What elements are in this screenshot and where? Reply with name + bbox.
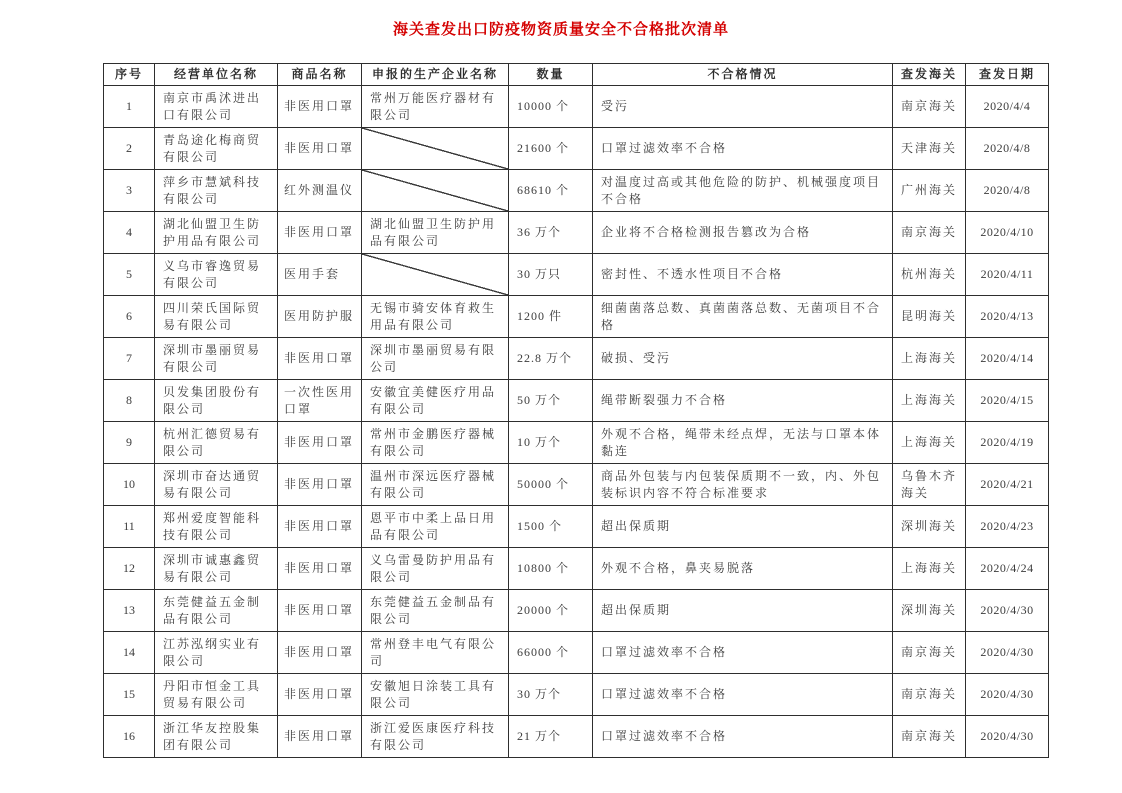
cell-issue: 受污: [593, 86, 893, 128]
cell-customs: 南京海关: [893, 716, 966, 758]
cell-quantity: 50 万个: [509, 380, 593, 422]
cell-company: 湖北仙盟卫生防护用品有限公司: [155, 212, 278, 254]
cell-manufacturer: 湖北仙盟卫生防护用品有限公司: [362, 212, 509, 254]
cell-issue: 口罩过滤效率不合格: [593, 128, 893, 170]
header-date: 查发日期: [966, 64, 1049, 86]
cell-quantity: 36 万个: [509, 212, 593, 254]
cell-manufacturer: 常州登丰电气有限公司: [362, 632, 509, 674]
cell-customs: 南京海关: [893, 86, 966, 128]
cell-quantity: 66000 个: [509, 632, 593, 674]
cell-customs: 南京海关: [893, 632, 966, 674]
cell-customs: 乌鲁木齐海关: [893, 464, 966, 506]
cell-issue: 外观不合格，鼻夹易脱落: [593, 548, 893, 590]
table-row: [104, 632, 1049, 674]
cell-customs: 南京海关: [893, 212, 966, 254]
cell-company: 丹阳市恒金工具贸易有限公司: [155, 674, 278, 716]
cell-quantity: 21600 个: [509, 128, 593, 170]
table-row: [104, 338, 1049, 380]
cell-customs: 上海海关: [893, 338, 966, 380]
cell-product: 非医用口罩: [278, 674, 362, 716]
cell-issue: 超出保质期: [593, 590, 893, 632]
cell-product: 一次性医用口罩: [278, 380, 362, 422]
header-row: [104, 64, 1049, 86]
cell-issue: 对温度过高或其他危险的防护、机械强度项目不合格: [593, 170, 893, 212]
cell-company: 深圳市诚惠鑫贸易有限公司: [155, 548, 278, 590]
table-body: [104, 86, 1049, 758]
cell-customs: 杭州海关: [893, 254, 966, 296]
diagonal-slash: [362, 254, 508, 295]
cell-date: 2020/4/19: [966, 422, 1049, 464]
cell-product: 非医用口罩: [278, 632, 362, 674]
cell-company: 浙江华友控股集团有限公司: [155, 716, 278, 758]
table-row: [104, 380, 1049, 422]
cell-issue: 企业将不合格检测报告篡改为合格: [593, 212, 893, 254]
cell-customs: 上海海关: [893, 380, 966, 422]
cell-manufacturer: 温州市深远医疗器械有限公司: [362, 464, 509, 506]
page-title: 海关查发出口防疫物资质量安全不合格批次清单: [392, 22, 729, 38]
cell-serial: 16: [104, 716, 155, 758]
cell-manufacturer: [362, 128, 509, 170]
cell-date: 2020/4/30: [966, 716, 1049, 758]
cell-product: 非医用口罩: [278, 422, 362, 464]
table-row: [104, 86, 1049, 128]
cell-serial: 6: [104, 296, 155, 338]
table-row: [104, 716, 1049, 758]
header-company: 经营单位名称: [155, 64, 278, 86]
cell-product: 非医用口罩: [278, 716, 362, 758]
cell-issue: 口罩过滤效率不合格: [593, 632, 893, 674]
cell-date: 2020/4/30: [966, 590, 1049, 632]
cell-company: 杭州汇德贸易有限公司: [155, 422, 278, 464]
table-row: [104, 506, 1049, 548]
cell-company: 萍乡市慧斌科技有限公司: [155, 170, 278, 212]
cell-date: 2020/4/30: [966, 632, 1049, 674]
cell-issue: 密封性、不透水性项目不合格: [593, 254, 893, 296]
cell-serial: 9: [104, 422, 155, 464]
cell-company: 郑州爱度智能科技有限公司: [155, 506, 278, 548]
cell-date: 2020/4/8: [966, 170, 1049, 212]
cell-quantity: 30 万只: [509, 254, 593, 296]
cell-serial: 15: [104, 674, 155, 716]
cell-serial: 5: [104, 254, 155, 296]
cell-manufacturer: 常州市金鹏医疗器械有限公司: [362, 422, 509, 464]
diagonal-slash: [362, 170, 508, 211]
cell-manufacturer: [362, 170, 509, 212]
cell-product: 非医用口罩: [278, 128, 362, 170]
cell-customs: 昆明海关: [893, 296, 966, 338]
header-quantity: 数量: [509, 64, 593, 86]
header-serial: 序号: [104, 64, 155, 86]
cell-quantity: 1500 个: [509, 506, 593, 548]
cell-issue: 外观不合格，绳带未经点焊，无法与口罩本体黏连: [593, 422, 893, 464]
cell-date: 2020/4/15: [966, 380, 1049, 422]
cell-product: 非医用口罩: [278, 212, 362, 254]
cell-date: 2020/4/24: [966, 548, 1049, 590]
header-manufacturer: 申报的生产企业名称: [362, 64, 509, 86]
cell-customs: 广州海关: [893, 170, 966, 212]
cell-manufacturer: 安徽旭日涂装工具有限公司: [362, 674, 509, 716]
table-row: [104, 548, 1049, 590]
cell-company: 青岛途化梅商贸有限公司: [155, 128, 278, 170]
cell-date: 2020/4/14: [966, 338, 1049, 380]
cell-serial: 4: [104, 212, 155, 254]
cell-quantity: 10 万个: [509, 422, 593, 464]
cell-date: 2020/4/8: [966, 128, 1049, 170]
cell-company: 贝发集团股份有限公司: [155, 380, 278, 422]
cell-company: 四川荣氏国际贸易有限公司: [155, 296, 278, 338]
table-header: [104, 64, 1049, 86]
cell-manufacturer: 义乌雷曼防护用品有限公司: [362, 548, 509, 590]
cell-serial: 11: [104, 506, 155, 548]
header-product: 商品名称: [278, 64, 362, 86]
cell-quantity: 30 万个: [509, 674, 593, 716]
cell-quantity: 22.8 万个: [509, 338, 593, 380]
table-row: [104, 254, 1049, 296]
cell-serial: 12: [104, 548, 155, 590]
cell-issue: 破损、受污: [593, 338, 893, 380]
table-row: [104, 464, 1049, 506]
cell-manufacturer: 深圳市墨丽贸易有限公司: [362, 338, 509, 380]
cell-company: 东莞健益五金制品有限公司: [155, 590, 278, 632]
cell-issue: 超出保质期: [593, 506, 893, 548]
cell-serial: 3: [104, 170, 155, 212]
cell-quantity: 21 万个: [509, 716, 593, 758]
cell-company: 深圳市奋达通贸易有限公司: [155, 464, 278, 506]
cell-company: 南京市禹沭进出口有限公司: [155, 86, 278, 128]
cell-date: 2020/4/30: [966, 674, 1049, 716]
cell-date: 2020/4/21: [966, 464, 1049, 506]
cell-product: 非医用口罩: [278, 506, 362, 548]
cell-serial: 10: [104, 464, 155, 506]
cell-product: 非医用口罩: [278, 86, 362, 128]
cell-date: 2020/4/10: [966, 212, 1049, 254]
cell-serial: 8: [104, 380, 155, 422]
cell-customs: 深圳海关: [893, 506, 966, 548]
cell-customs: 南京海关: [893, 674, 966, 716]
cell-date: 2020/4/23: [966, 506, 1049, 548]
cell-product: 红外测温仪: [278, 170, 362, 212]
cell-manufacturer: 安徽宜美健医疗用品有限公司: [362, 380, 509, 422]
diagonal-slash: [362, 128, 508, 169]
cell-company: 深圳市墨丽贸易有限公司: [155, 338, 278, 380]
table-row: [104, 590, 1049, 632]
cell-issue: 商品外包装与内包装保质期不一致，内、外包装标识内容不符合标准要求: [593, 464, 893, 506]
header-issue: 不合格情况: [593, 64, 893, 86]
table-row: [104, 170, 1049, 212]
cell-manufacturer: 浙江爱医康医疗科技有限公司: [362, 716, 509, 758]
header-customs: 查发海关: [893, 64, 966, 86]
cell-quantity: 10000 个: [509, 86, 593, 128]
cell-quantity: 10800 个: [509, 548, 593, 590]
cell-company: 义乌市睿逸贸易有限公司: [155, 254, 278, 296]
cell-manufacturer: 无锡市骑安体育救生用品有限公司: [362, 296, 509, 338]
cell-issue: 细菌菌落总数、真菌菌落总数、无菌项目不合格: [593, 296, 893, 338]
cell-quantity: 68610 个: [509, 170, 593, 212]
cell-manufacturer: [362, 254, 509, 296]
cell-quantity: 50000 个: [509, 464, 593, 506]
cell-manufacturer: 恩平市中柔上品日用品有限公司: [362, 506, 509, 548]
cell-issue: 口罩过滤效率不合格: [593, 716, 893, 758]
cell-quantity: 1200 件: [509, 296, 593, 338]
cell-product: 非医用口罩: [278, 590, 362, 632]
cell-product: 非医用口罩: [278, 464, 362, 506]
cell-date: 2020/4/13: [966, 296, 1049, 338]
table-row: [104, 128, 1049, 170]
cell-customs: 上海海关: [893, 422, 966, 464]
noncompliance-batch-table: [103, 63, 1049, 758]
cell-manufacturer: 常州万能医疗器材有限公司: [362, 86, 509, 128]
cell-customs: 天津海关: [893, 128, 966, 170]
cell-product: 非医用口罩: [278, 338, 362, 380]
cell-customs: 深圳海关: [893, 590, 966, 632]
cell-product: 医用手套: [278, 254, 362, 296]
cell-serial: 13: [104, 590, 155, 632]
cell-serial: 14: [104, 632, 155, 674]
table-row: [104, 422, 1049, 464]
cell-date: 2020/4/4: [966, 86, 1049, 128]
cell-customs: 上海海关: [893, 548, 966, 590]
cell-serial: 1: [104, 86, 155, 128]
cell-manufacturer: 东莞健益五金制品有限公司: [362, 590, 509, 632]
cell-serial: 7: [104, 338, 155, 380]
table-row: [104, 296, 1049, 338]
cell-issue: 口罩过滤效率不合格: [593, 674, 893, 716]
cell-quantity: 20000 个: [509, 590, 593, 632]
table-row: [104, 212, 1049, 254]
cell-company: 江苏泓纲实业有限公司: [155, 632, 278, 674]
cell-date: 2020/4/11: [966, 254, 1049, 296]
cell-serial: 2: [104, 128, 155, 170]
cell-product: 医用防护服: [278, 296, 362, 338]
cell-issue: 绳带断裂强力不合格: [593, 380, 893, 422]
cell-product: 非医用口罩: [278, 548, 362, 590]
table-row: [104, 674, 1049, 716]
